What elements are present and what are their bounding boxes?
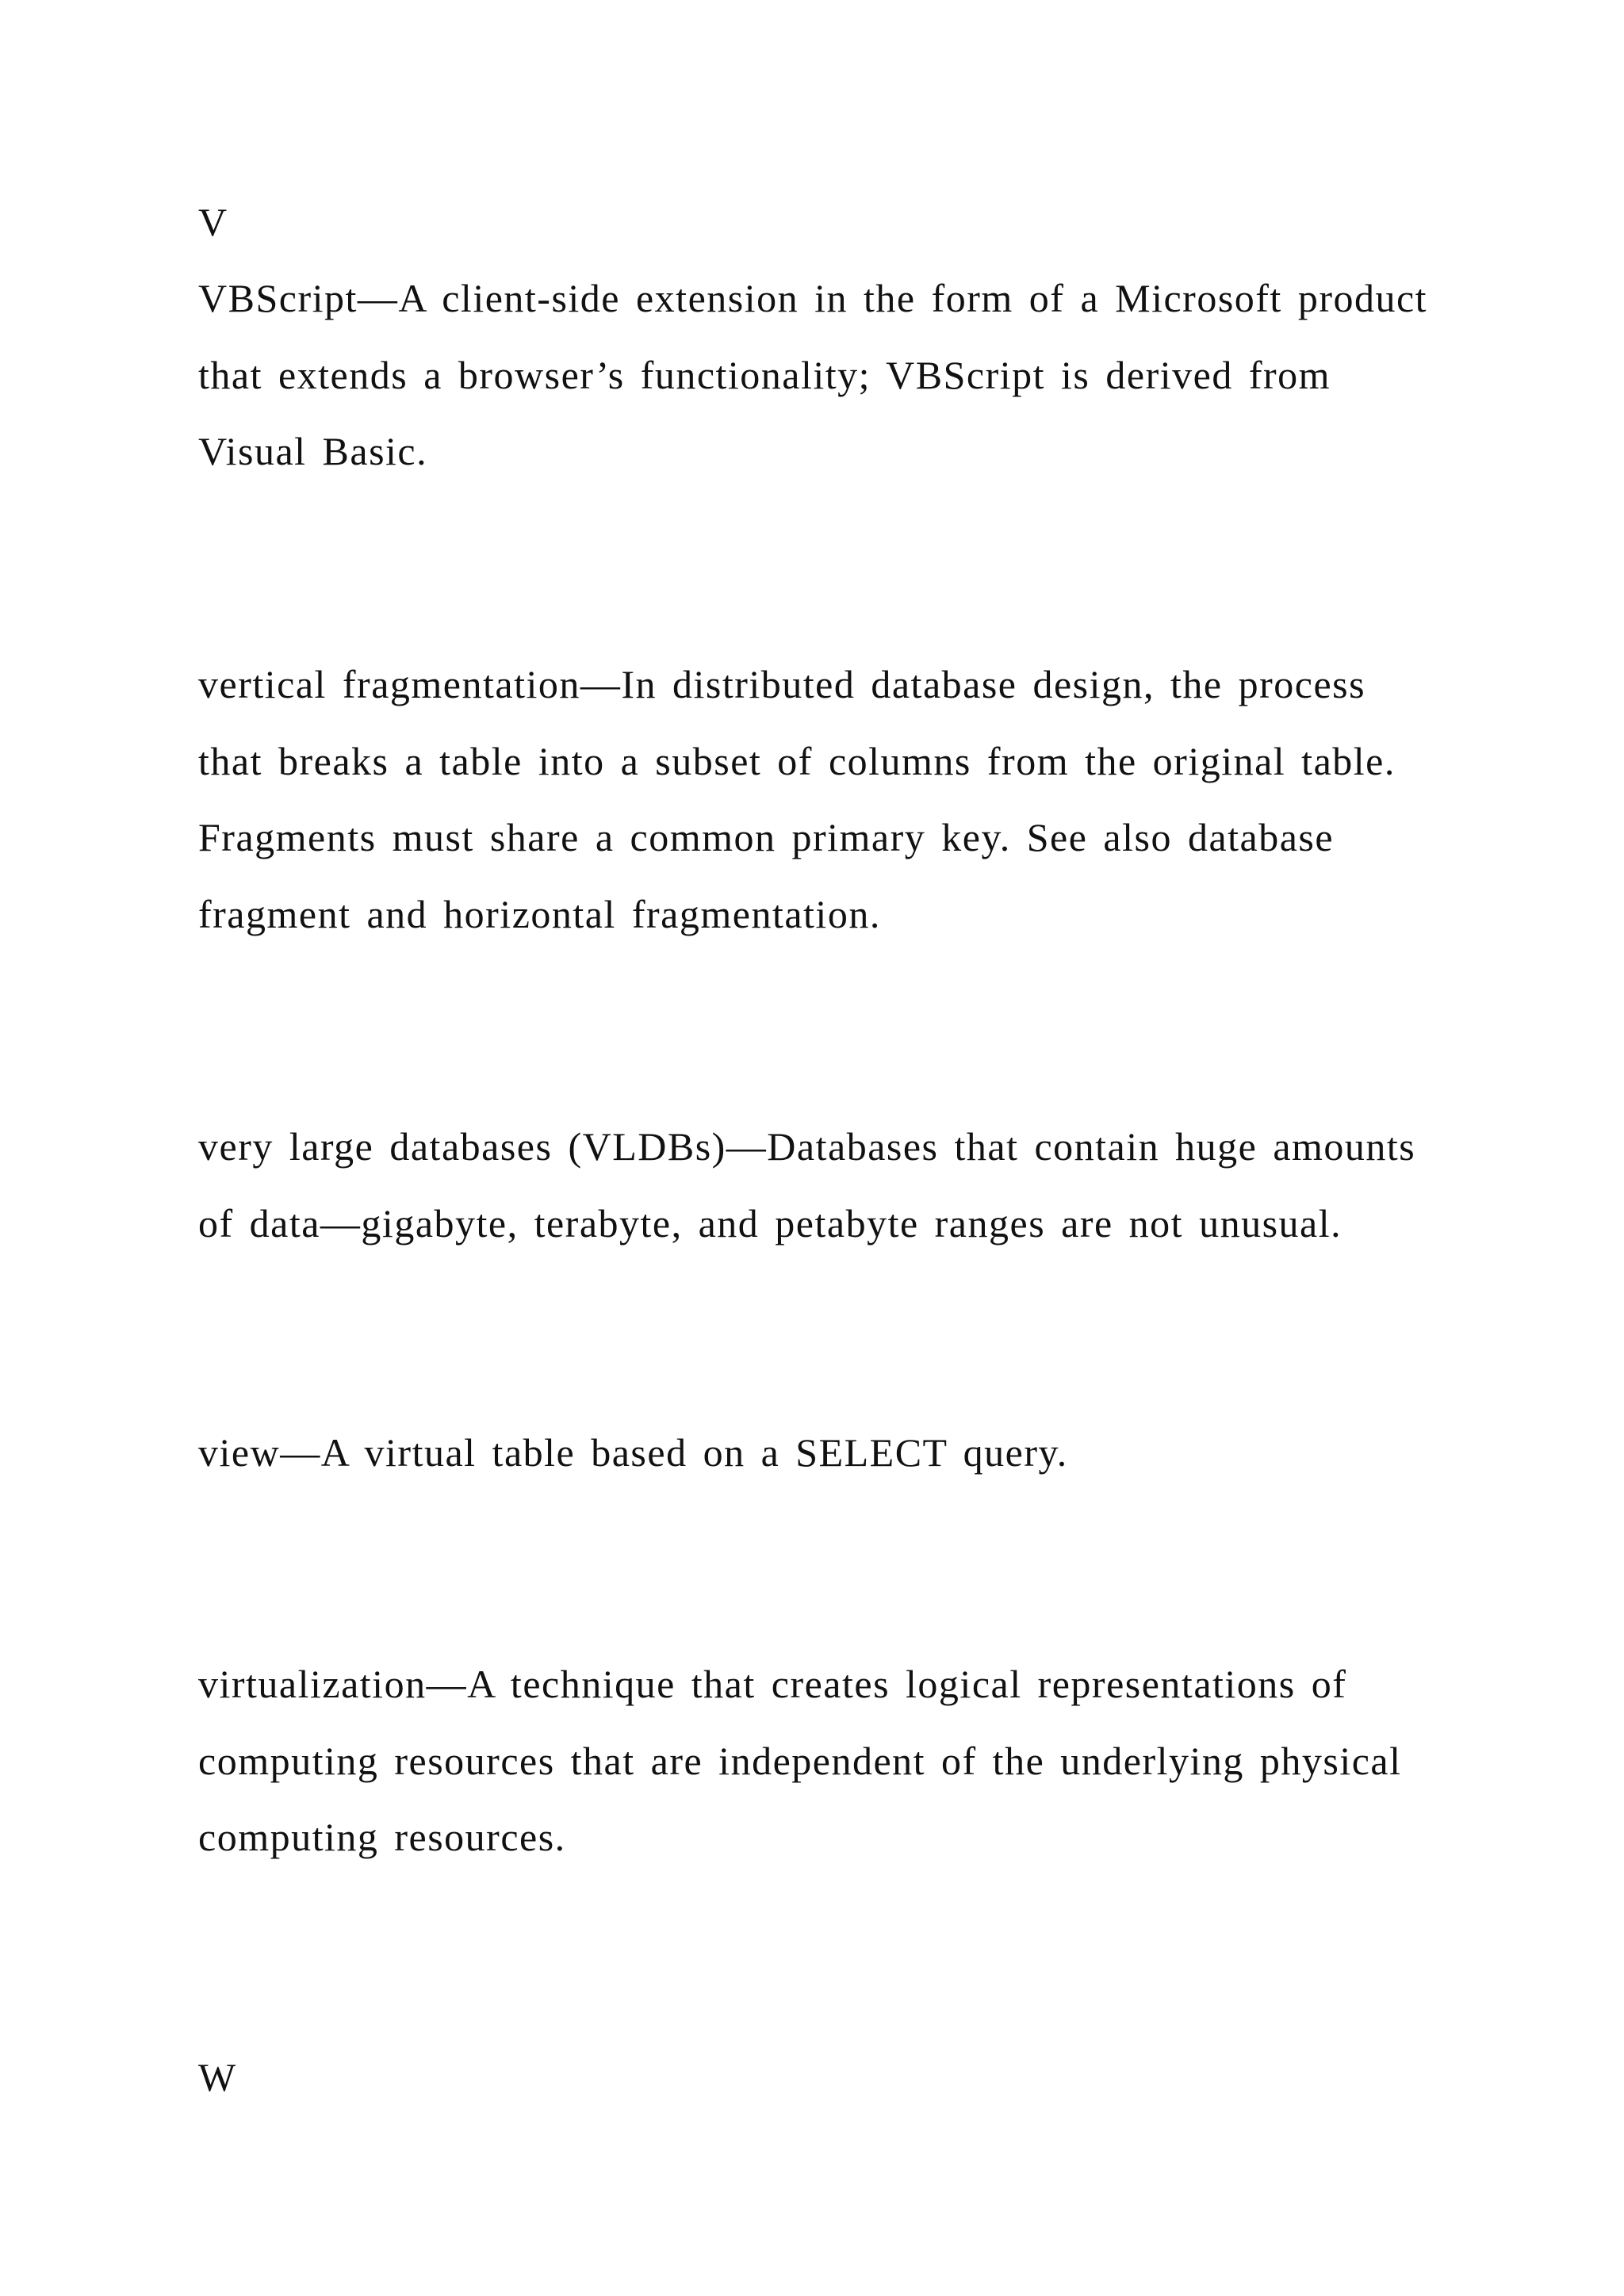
glossary-entry-vbscript: VBScript—A client-side extension in the form of a Microsoft product that extends a browser’s functionality; VBScript is derived from Visual Basic. (198, 276, 1428, 473)
glossary-entry-virtualization: virtualization—A technique that creates logical representations of computing resources that are independent of the underlying physical computing resources. (198, 1662, 1402, 1859)
section-letter-w: W (198, 2055, 236, 2099)
glossary-entry-vertical-fragmentation: vertical fragmentation—In distributed database design, the process that breaks a table into a subset of columns from the original table. Fragments must share a common primary key. See also database fragment and horizontal fragmentation. (198, 662, 1396, 936)
section-letter-v: V (198, 200, 228, 244)
glossary-entry-very-large-databases: very large databases (VLDBs)—Databases that contain huge amounts of data—gigabyte, terabyte, and petabyte ranges are not unusual. (198, 1124, 1416, 1246)
glossary-entry-view: view—A virtual table based on a SELECT query. (198, 1430, 1068, 1475)
